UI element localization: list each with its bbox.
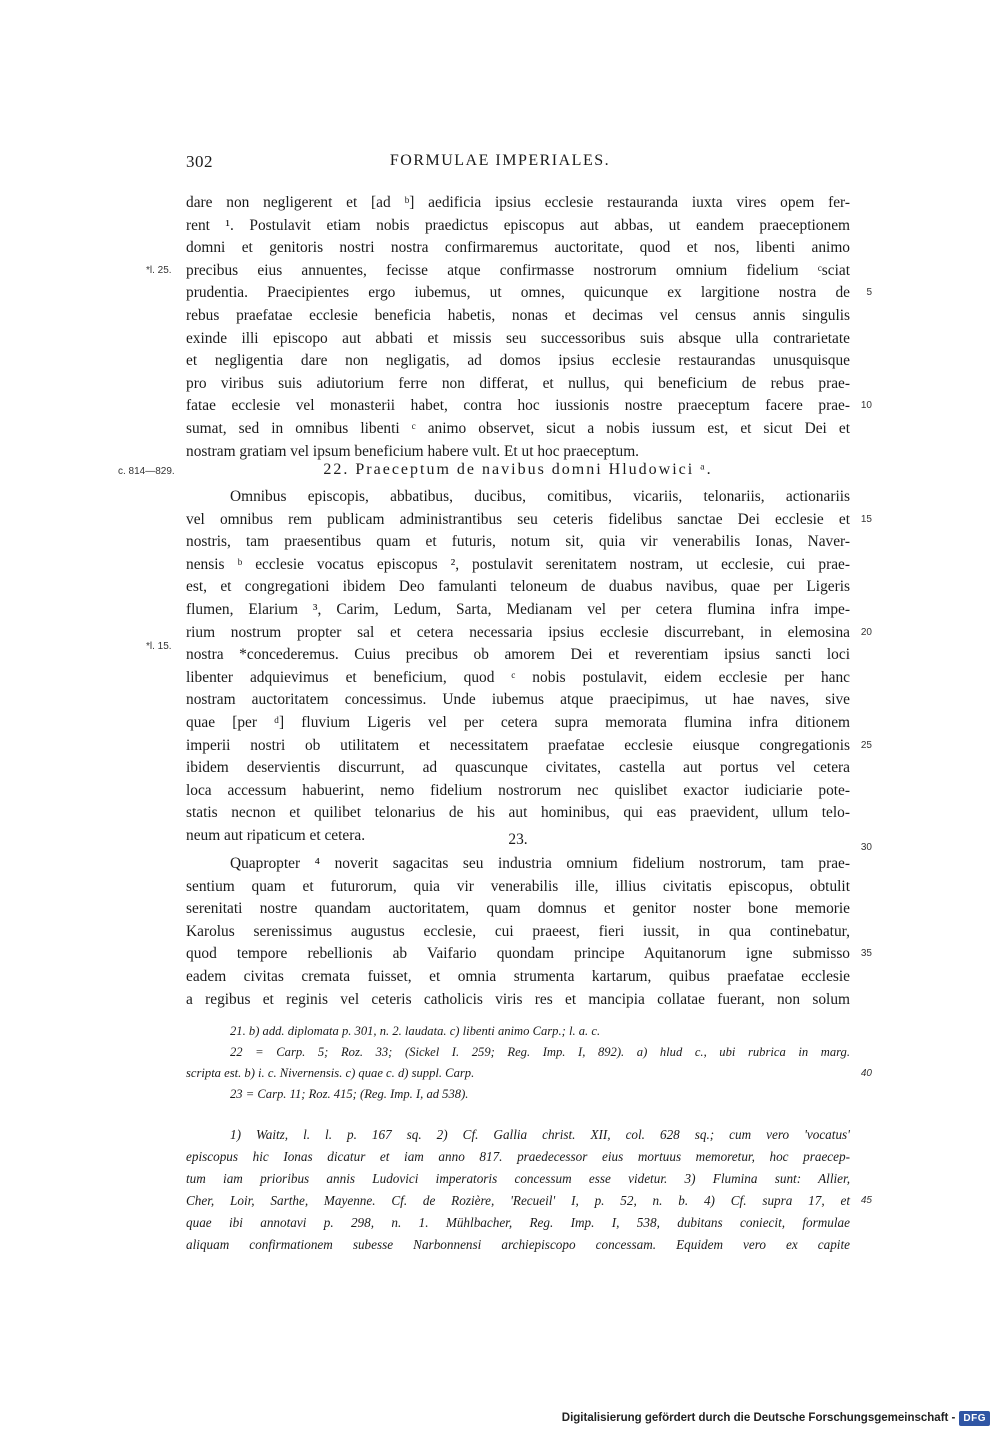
text-line <box>186 898 850 921</box>
text-line-text: nostram auctoritatem concessimus. Unde iubemus atque praecipimus, ut hae naves, sive <box>186 691 850 709</box>
text-line <box>186 215 850 238</box>
text-line <box>186 599 850 622</box>
text-line <box>186 802 850 825</box>
text-line-text: loca accessum habuerint, nemo fidelium nostrorum nec quislibet exactor iudiciarie pote- <box>186 781 850 799</box>
note-line <box>186 1042 850 1063</box>
text-line <box>186 373 850 396</box>
text-line-text: statis necnon et quilibet telonarius de his aut hominibus, qui eas praevident, ullum telo- <box>186 804 850 822</box>
text-line <box>186 260 850 283</box>
section-23-heading <box>186 826 872 853</box>
note-line-text: 22 = Carp. 5; Roz. 33; (Sickel I. 259; Reg. Imp. I, 892). a) hlud c., ubi rubrica in marg. <box>230 1045 850 1059</box>
section-22-heading: 22. Praeceptum de navibus domni Hludowici ᵃ. <box>323 461 713 478</box>
line-number: 25 <box>860 739 872 751</box>
text-line <box>186 554 850 577</box>
section-23-number: 23. <box>508 831 528 848</box>
running-title: FORMULAE IMPERIALES. <box>389 152 611 169</box>
text-line <box>186 757 850 780</box>
text-line-text: rebus praefatae ecclesie beneficia habetis, nonas et decimas vel census annis singulis <box>186 306 850 324</box>
dfg-logo-icon: DFG <box>959 1411 990 1426</box>
text-line <box>186 282 872 305</box>
line-number: 20 <box>860 626 872 638</box>
text-line-text: sumat, sed in omnibus libenti ᶜ animo observet, sicut a nobis iussum est, et sicut Dei et <box>186 419 850 437</box>
text-line <box>186 876 850 899</box>
section-23-heading-wrap <box>186 826 872 853</box>
text-line-text: sentium quam et futurorum, quia vir venerabilis ille, illius civitatis episcopus, obtulit <box>186 877 850 895</box>
margin-note-22: *l. 15. <box>146 641 172 652</box>
text-line <box>186 418 850 441</box>
text-line-text: vel omnibus rem publicam administrantibus seu ceteris fidelibus sanctae Dei ecclesie et <box>186 510 850 528</box>
note-line-text: 23 = Carp. 11; Roz. 415; (Reg. Imp. I, ad 538). <box>230 1087 469 1101</box>
text-line-text: nostram gratiam vel ipsum beneficium habere vult. Et ut hoc praeceptum. <box>186 442 640 460</box>
text-line-text: fatae ecclesie vel monasterii habet, contra hoc iussionis nostre praeceptum facere prae- <box>186 397 850 415</box>
text-line-text: flumen, Elarium ³, Carim, Ledum, Sarta, Medianam vel per cetera flumina infra impe- <box>186 600 850 618</box>
footnote-line <box>186 1124 850 1146</box>
footnote-line <box>186 1234 850 1256</box>
text-line-text: precibus eius annuentes, fecisse atque confirmasse nostrorum omnium fidelium ᶜsciat <box>186 261 850 279</box>
funding-text: Digitalisierung gefördert durch die Deutsche Forschungsgemeinschaft - <box>561 1412 956 1424</box>
note-line <box>186 1063 872 1084</box>
text-line-text: Omnibus episcopis, abbatibus, ducibus, comitibus, vicariis, telonariis, actionariis <box>230 488 850 505</box>
text-line-text: nostra *concederemus. Cuius precibus ob amorem Dei et reverentiam ipsius sancti loci <box>186 646 850 664</box>
text-line-text: libenter adquievimus et beneficium, quod ᶜ nobis postulavit, eidem ecclesie per hanc <box>186 668 850 686</box>
text-line-text: pro viribus suis adiutorium ferre non differat, et nullus, qui beneficium de rebus prae- <box>186 374 850 392</box>
text-line <box>186 328 850 351</box>
page-header <box>0 152 1000 180</box>
footnote-line-text: 1) Waitz, l. l. p. 167 sq. 2) Cf. Gallia christ. XII, col. 628 sq.; cum vero 'vocatus' <box>230 1127 850 1142</box>
footnote-line <box>186 1168 850 1190</box>
text-line-text: prudentia. Praecipientes ergo iubemus, ut omnes, quicunque ex largitione nostra de <box>186 284 850 302</box>
text-line-text: ibidem deservientis discurrunt, ad quascunque civitates, castella aut portus vel cetera <box>186 759 850 777</box>
line-number: 10 <box>860 400 872 412</box>
text-line-text: exinde illi episcopo aut abbati et missis seu successoribus suis absque ulla contrarietate <box>186 329 850 347</box>
text-line <box>186 780 850 803</box>
text-line <box>186 531 850 554</box>
text-line <box>186 735 872 758</box>
text-line-text: eadem civitas cremata fuisset, et omnia strumenta kartarum, quibus praefatae ecclesie <box>186 967 850 985</box>
text-line <box>186 486 850 509</box>
text-line <box>186 622 872 645</box>
text-line-text: nostris, tam praesentibus quam et futuris, notum sit, quia vir venerabilis Ionas, Naver- <box>186 533 850 551</box>
section-22-heading-wrap <box>186 459 850 482</box>
text-line-text: et negligentia dare non negligatis, ad domos ipsius ecclesie restaurandas unusquisque <box>186 352 850 370</box>
footnote-line-text: episcopus hic Ionas dicatur et iam anno 817. praedecessor eius mortuus memoretur, hoc praecep- <box>186 1149 850 1164</box>
text-line <box>186 395 872 418</box>
text-line-text: rent ¹. Postulavit etiam nobis praedictus episcopus aut abbas, ut eandem praeceptionem <box>186 216 850 234</box>
footnote-line-text: aliquam confirmationem subesse Narbonnensi archiepiscopo concessam. Equidem vero ex capite <box>186 1237 850 1252</box>
margin-note-21: *l. 25. <box>146 265 172 276</box>
text-line <box>186 576 850 599</box>
section-21-text <box>186 192 872 463</box>
text-line <box>186 943 872 966</box>
text-line <box>186 689 850 712</box>
line-number: 30 <box>860 842 872 853</box>
text-line-text: quae [per ᵈ] fluvium Ligeris vel per cetera supra memorata flumina infra ditionem <box>186 713 850 731</box>
text-line-text: rium nostrum propter sal et cetera necessaria ipsius ecclesie discurrebant, in elemosina <box>186 623 850 641</box>
text-line-text: dare non negligerent et [ad ᵇ] aedificia ipsius ecclesie restauranda iuxta vires opem fer- <box>186 194 850 211</box>
line-number: 35 <box>860 948 872 960</box>
footnote-line-text: quae ibi annotavi p. 298, n. 1. Mühlbacher, Reg. Imp. I, 538, dubitans coniecit, formulae <box>186 1215 850 1230</box>
text-line <box>186 853 850 876</box>
text-line-text: a regibus et reginis vel ceteris catholicis viris res et mancipia collatae fuerant, non solum <box>186 990 850 1008</box>
text-line-text: nensis ᵇ ecclesie vocatus episcopus ², postulavit serenitatem nostram, ut ecclesie, cui prae- <box>186 555 850 573</box>
text-line <box>186 237 850 260</box>
line-number: 40 <box>860 1068 872 1079</box>
footnote-line <box>186 1146 850 1168</box>
critical-notes <box>186 1021 872 1105</box>
footnote-line <box>186 1212 850 1234</box>
text-line <box>186 305 850 328</box>
text-line-text: serenitati nostre quandam auctoritatem, quam domnus et genitor noster bone memorie <box>186 900 850 918</box>
text-line-text: Karolus serenissimus augustus ecclesie, cui praeest, fieri iussit, in qua continebatur, <box>186 922 850 940</box>
text-line <box>186 667 850 690</box>
line-number: 45 <box>860 1195 872 1206</box>
page-number: 302 <box>186 152 213 171</box>
text-line <box>186 509 872 532</box>
footnote-line <box>186 1190 872 1212</box>
note-line <box>186 1021 850 1042</box>
footnote-line-text: Cher, Loir, Sarthe, Mayenne. Cf. de Rozière, 'Recueil' I, p. 52, n. b. 4) Cf. supra 17, et <box>186 1193 850 1208</box>
text-line <box>186 989 850 1012</box>
line-number: 15 <box>860 513 872 525</box>
note-line-text: scripta est. b) i. c. Nivernensis. c) quae c. d) suppl. Carp. <box>186 1066 475 1080</box>
footnotes <box>186 1124 872 1256</box>
text-line-text: imperii nostri ob utilitatem et necessitatem praefatae ecclesie eiusque congregationis <box>186 736 850 754</box>
section-23-text <box>186 853 872 1011</box>
note-line <box>186 1084 850 1105</box>
text-line-text: est, et congregationi ibidem Deo famulanti teloneum de duabus navibus, quae per Ligeris <box>186 578 850 596</box>
text-line-text: quod tempore rebellionis ab Vaifario quondam principe Aquitanorum igne submisso <box>186 945 850 963</box>
note-line-text: 21. b) add. diplomata p. 301, n. 2. laudata. c) libenti animo Carp.; l. a. c. <box>230 1024 601 1038</box>
text-line <box>186 350 850 373</box>
date-note-22: c. 814—829. <box>118 466 175 477</box>
text-line <box>186 192 850 215</box>
text-line <box>186 644 850 667</box>
footnote-line-text: tum iam prioribus annis Ludovici imperatoris concessum esse videtur. 3) Flumina sunt: Allier, <box>186 1171 850 1186</box>
text-line-text: neum aut ripaticum et cetera. <box>186 826 366 844</box>
text-line <box>186 966 850 989</box>
funding-footer <box>562 1408 990 1428</box>
text-line-text: Quapropter ⁴ noverit sagacitas seu industria omnium fidelium nostrorum, tam prae- <box>230 855 850 872</box>
text-line-text: domni et genitoris nostri nostra confirmaremus auctoritate, quod et nos, libenti animo <box>186 239 850 257</box>
text-line <box>186 712 850 735</box>
text-line <box>186 921 850 944</box>
line-number: 5 <box>866 287 872 299</box>
